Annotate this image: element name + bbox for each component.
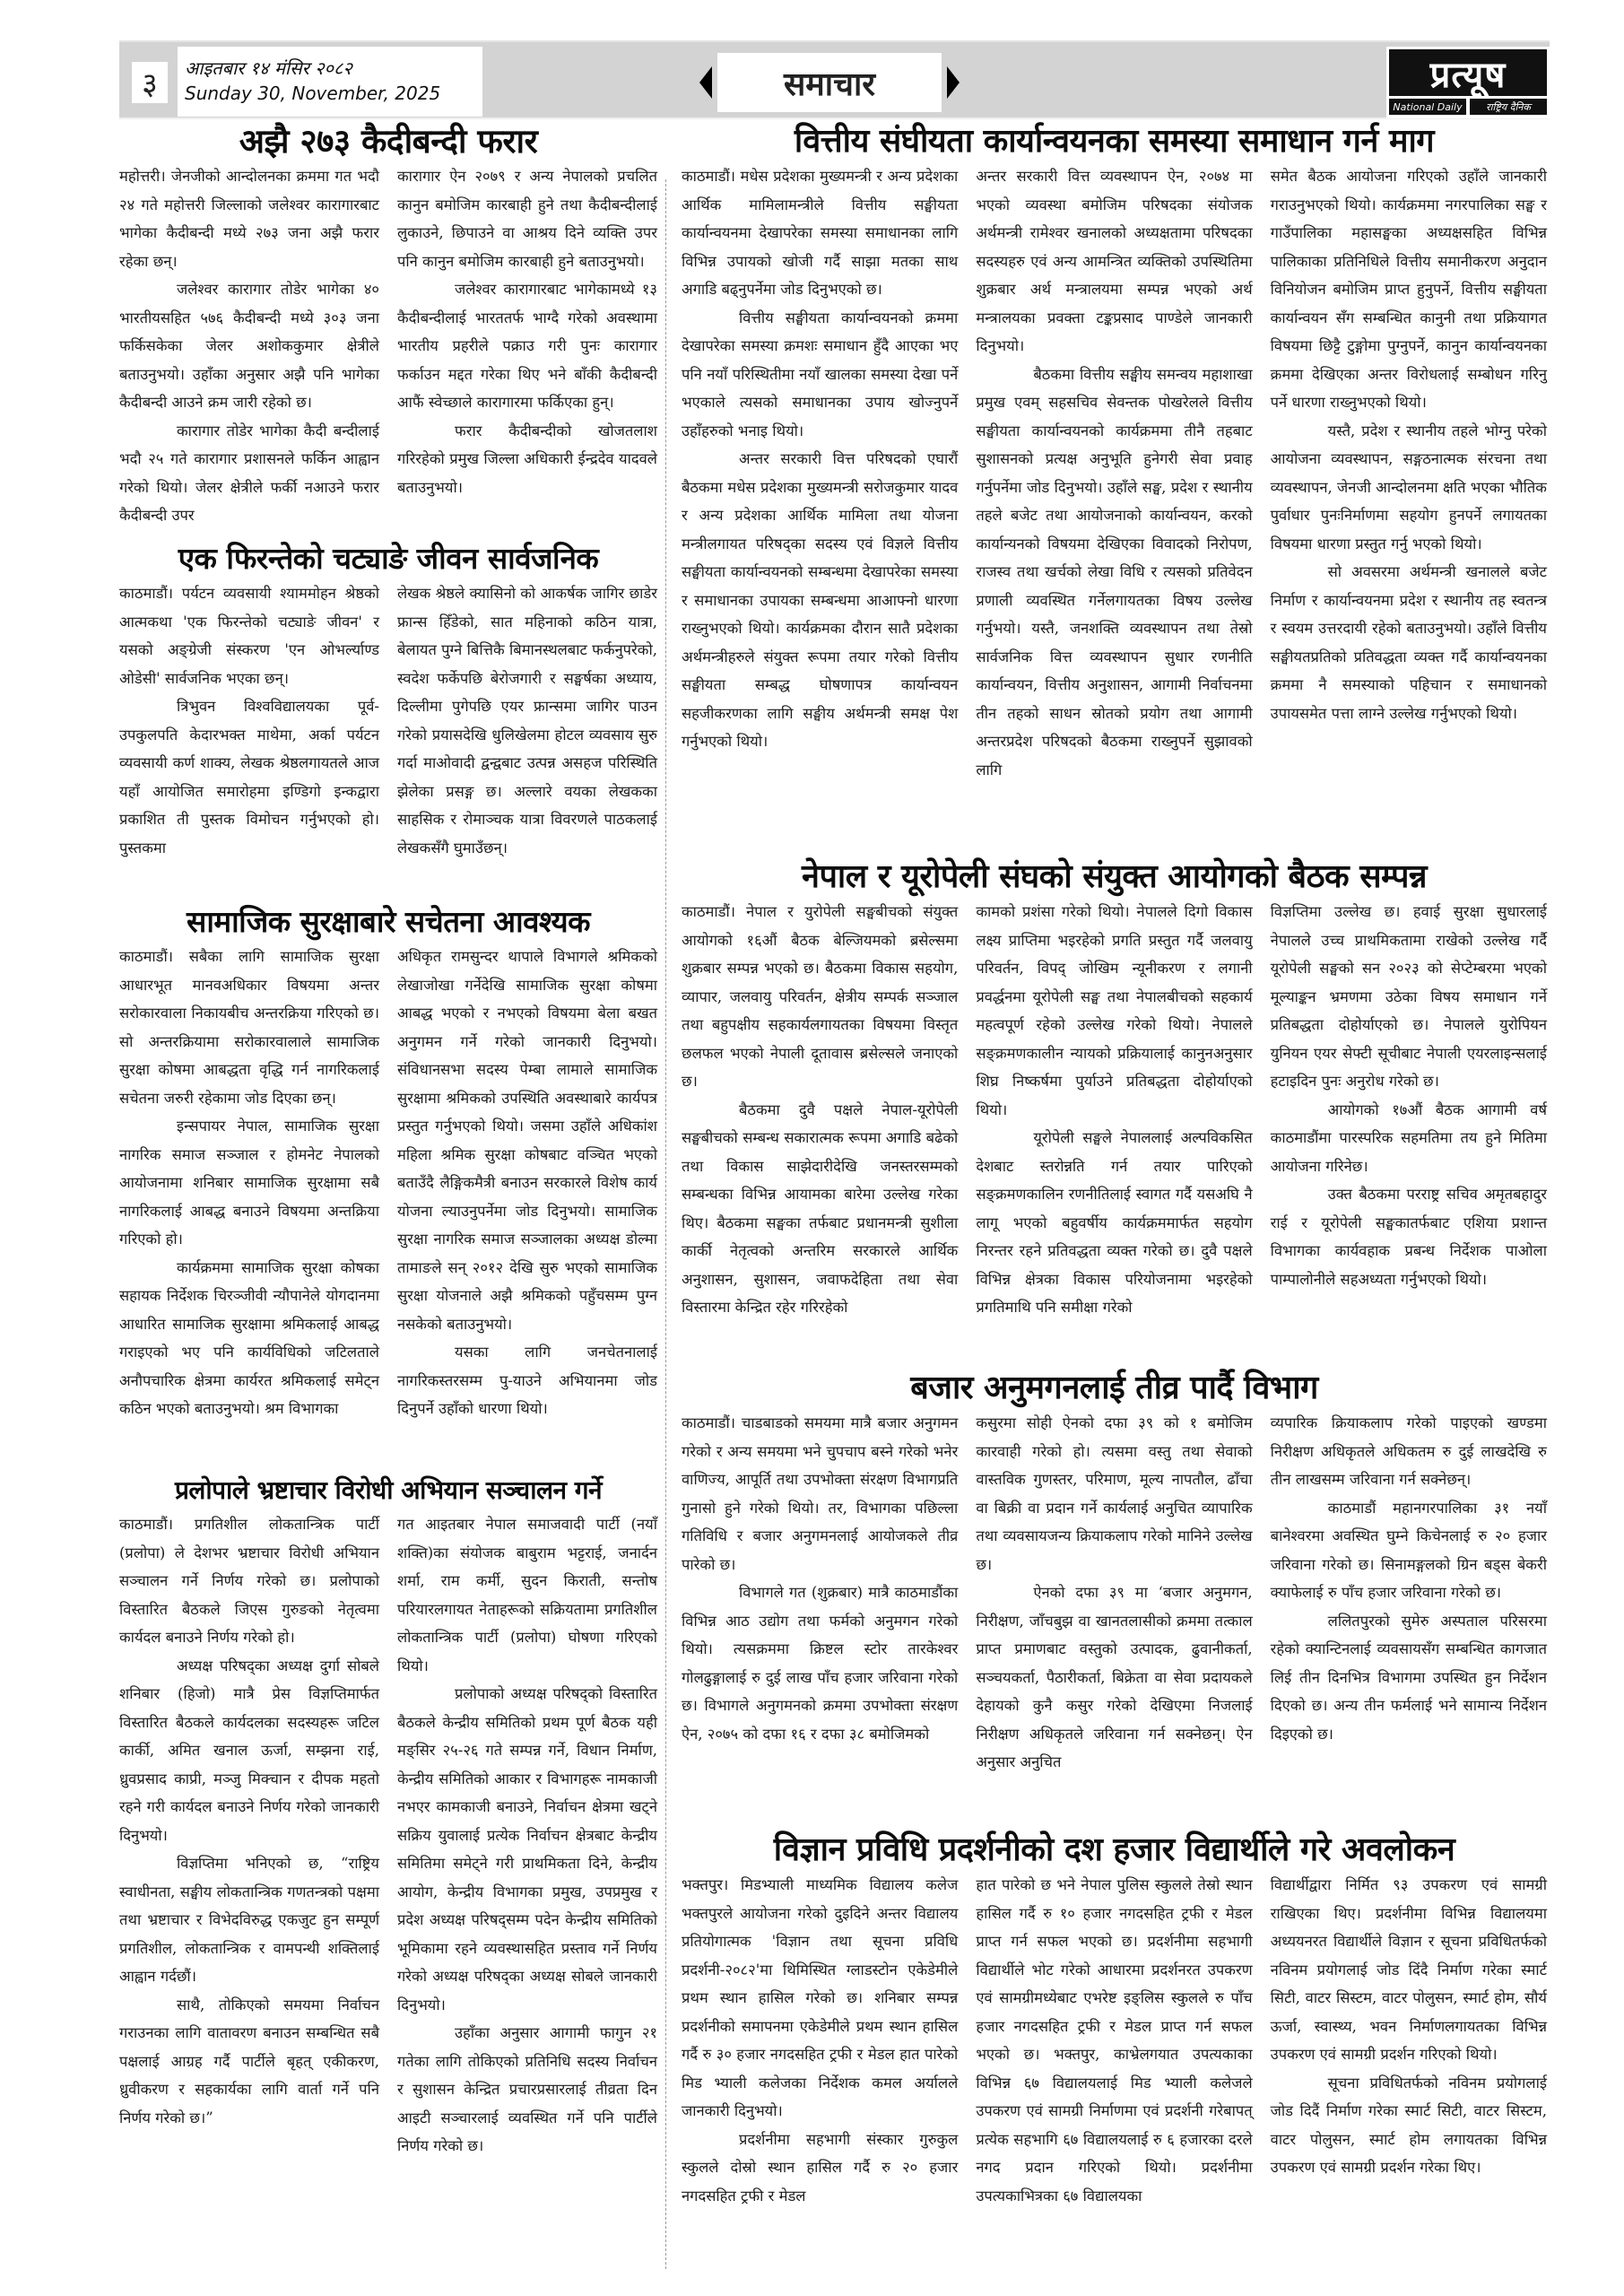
article-fiscal-federalism (682, 121, 1547, 784)
paragraph: काठमाडौं। पर्यटन व्यवसायी श्याममोहन श्रेष्ठको आत्मकथा 'एक फिरन्तेको चट्याङे जीवन' र यसको अङ्ग्रेजी संस्करण 'एन ओभर्ल्याण्ड ओडेसी' सार्वजनिक भएका छन्। (119, 585, 379, 687)
paragraph: जलेश्वर कारागारबाट भागेकामध्ये १३ कैदीबन्दीलाई भारततर्फ भाग्दै गरेको अवस्थामा भारतीय प्रहरीले पक्राउ गरी पुनः कारागार फर्काउन मद्दत गरेका थिए भने बाँकी कैदीबन्दी आफैं स्वेच्छाले कारागारमा फर्किएका हुन्। (397, 281, 657, 411)
paragraph: साथै, तोकिएको समयमा निर्वाचन गराउनका लागि वातावरण बनाउन सम्बन्धित सबै पक्षलाई आग्रह गर्दै पार्टीले बृहत् एकीकरण, ध्रुवीकरण र सहकार्यका लागि वार्ता गर्ने पनि निर्णय गरेको छ।” (119, 1996, 379, 2126)
article-column (119, 943, 379, 1423)
article-column (397, 579, 657, 862)
article-body (119, 1510, 657, 2161)
paragraph: व्यपारिक क्रियाकलाप गरेको पाइएको खण्डमा निरीक्षण अधिकृतले अधिकतम रु दुई लाखदेखि रु तीन लाखसम्म जरिवाना गर्न सक्नेछन्। (1270, 1414, 1547, 1488)
logo-wordmark: प्रत्यूष (1389, 49, 1547, 96)
article-column (119, 162, 379, 530)
article-column (397, 162, 657, 530)
paragraph: अधिकृत रामसुन्दर थापाले विभागले श्रमिकको लेखाजोखा गर्नेदेखि सामाजिक सुरक्षा कोषमा आबद्ध भएको र नभएको विषयमा बेला बखत अनुगमन गर्ने गरेको जानकारी दिनुभयो। संविधानसभा सदस्य पेम्बा लामाले सामाजिक सुरक्षामा श्रमिकको उपस्थिति अवस्थाबारे कार्यपत्र प्रस्तुत गर्नुभएको थियो। जसमा उहाँले अधिकांश महिला श्रमिक सुरक्षा कोषबाट वञ्चित भएको बताउँदै लैङ्गिकमैत्री बनाउन सरकारले विशेष कार्य योजना ल्याउनुपर्नेमा जोड दिनुभयो। सामाजिक सुरक्षा नागरिक समाज सञ्जालका अध्यक्ष डोल्मा तामाङले सन् २०१२ देखि सुरु भएको सामाजिक सुरक्षा योजनाले अझै श्रमिकको पहुँचसम्म पुग्न नसकेको बताउनुभयो। (397, 948, 657, 1333)
article-body (119, 943, 657, 1423)
logo-tag-english: National Daily (1389, 99, 1466, 115)
paragraph: बैठकमा दुवै पक्षले नेपाल-यूरोपेली सङ्घबीचको सम्बन्ध सकारात्मक रूपमा अगाडि बढेको तथा विकास साझेदारीदेखि जनस्तरसम्मको सम्बन्धका विभिन्न आयामका बारेमा उल्लेख गरेका थिए। बैठकमा सङ्घका तर्फबाट प्रधानमन्त्री सुशीला कार्की नेतृत्वको अन्तरिम सरकारले आर्थिक अनुशासन, सुशासन, जवाफदेहिता तथा सेवा विस्तारमा केन्द्रित रहेर गरिरहेको (682, 1100, 959, 1316)
headline: अझै २७३ कैदीबन्दी फरार (239, 122, 538, 161)
paragraph: प्रलोपाको अध्यक्ष परिषद्को विस्तारित बैठकले केन्द्रीय समितिको प्रथम पूर्ण बैठक यही मङ्सिर २५-२६ गते सम्पन्न गर्ने, विधान निर्माण, केन्द्रीय समितिको आकार र विभागहरू नामकाजी नभएर कामकाजी बनाउने, निर्वाचन क्षेत्रमा खट्ने सक्रिय युवालाई प्रत्येक निर्वाचन क्षेत्रबाट केन्द्रीय समितिमा समेट्ने गरी प्राथमिकता दिने, केन्द्रीय आयोग, केन्द्रीय विभागका प्रमुख, उपप्रमुख र प्रदेश अध्यक्ष परिषद्सम्म पदेन केन्द्रीय समितिको भूमिकामा रहने व्यवस्थासहित प्रस्ताव गर्ने निर्णय गरेको अध्यक्ष परिषद्का अध्यक्ष सोबले जानकारी दिनुभयो। (397, 1685, 657, 2013)
article-column (682, 898, 958, 1322)
article-body (682, 162, 1547, 784)
page-number: ३ (132, 62, 168, 103)
article-column (1271, 898, 1547, 1322)
triangle-left-icon (699, 66, 712, 99)
paragraph: ललितपुरको सुमेरु अस्पताल परिसरमा रहेको क्यान्टिनलाई व्यवसायसँग सम्बन्धित कागजात लिई तीन दिनभित्र विभागमा उपस्थित हुन निर्देशन दिएको छ। अन्य तीन फर्मलाई भने सामान्य निर्देशन दिइएको छ। (1270, 1612, 1547, 1743)
paragraph: विज्ञप्तिमा उल्लेख छ। हवाई सुरक्षा सुधारलाई नेपालले उच्च प्राथमिकतामा राखेको उल्लेख गर्दै यूरोपेली सङ्घको सन २०२३ को सेप्टेम्बरमा भएको मूल्याङ्कन भ्रमणमा उठेका विषय समाधान गर्ने प्रतिबद्धता दोहोर्याएको छ। नेपालले युरोपियन युनियन एयर सेफ्टी सूचीबाट नेपाली एयरलाइन्सलाई हटाइदिन पुनः अनुरोध गरेको छ। (1270, 903, 1547, 1090)
headline: प्रलोपाले भ्रष्टाचार विरोधी अभियान सञ्चालन गर्ने (174, 1475, 603, 1505)
paragraph: बैठकमा वित्तीय सङ्घीय समन्वय महाशाखा प्रमुख एवम् सहसचिव सेवन्तक पोखरेलले वित्तीय सङ्घीयता कार्यान्वयनको कार्यक्रममा तीनै तहबाट सुशासनको प्रत्यक्ष अनुभूति हुनेगरी सेवा प्रवाह गर्नुपर्नेमा जोड दिनुभयो। उहाँले सङ्घ, प्रदेश र स्थानीय तहले बजेट तथा आयोजनाको कार्यान्वयन, करको कार्यान्यनको विषयमा देखिएका विवादको निरोपण, राजस्व तथा खर्चको लेखा विधि र त्यसको प्रतिवेदन प्रणाली व्यवस्थित गर्नेलगायतका विषय उल्लेख गर्नुभयो। यस्तै, जनशक्ति व्यवस्थापन तथा तेस्रो सार्वजनिक वित्त व्यवस्थापन सुधार रणनीति कार्यान्वयन, वित्तीय अनुशासन, आगामी निर्वाचनमा तीन तहको साधन स्रोतको प्रयोग तथा आगामी अन्तरप्रदेश परिषदको बैठकमा राख्नुपर्ने सुझावको लागि (976, 365, 1253, 778)
paragraph: इन्सपायर नेपाल, सामाजिक सुरक्षा नागरिक समाज सञ्जाल र होमनेट नेपालको आयोजनामा शनिबार सामाजिक सुरक्षामा सबै नागरिकलाई आबद्ध बनाउने विषयमा अन्तक्रिया गरिएको हो। (119, 1118, 379, 1248)
headline: एक फिरन्तेको चट्याङे जीवन सार्वजनिक (178, 541, 599, 576)
article-column (682, 1409, 958, 1777)
article-body (119, 162, 657, 530)
paragraph: कारागार तोडेर भागेका कैदी बन्दीलाई भदौ २५ गते कारागार प्रशासनले फर्किन आह्वान गरेको थियो। जेलर क्षेत्रीले फर्की नआउने फरार कैदीबन्दी उपर (119, 422, 379, 524)
paragraph: सूचना प्रविधितर्फको नविनम प्रयोगलाई जोड दिदैं निर्माण गरेका स्मार्ट सिटी, वाटर सिस्टम, वाटर पोलुसन, स्मार्ट होम लगायतका विभिन्न उपकरण एवं सामग्री प्रदर्शन गरेका थिए। (1270, 2074, 1547, 2176)
paragraph: ऐनको दफा ३९ मा ‘बजार अनुमगन, निरीक्षण, जाँचबुझ वा खानतलासीको क्रममा तत्काल प्राप्त प्रमाणबाट वस्तुको उत्पादक, ढुवानीकर्ता, सञ्चयकर्ता, पैठारीकर्ता, बिक्रेता वा सेवा प्रदायकले देहायको कुनै कसुर गरेको देखिएमा निजलाई निरीक्षण अधिकृतले जरिवाना गर्न सक्नेछन्। ऐन अनुसार अनुचित (976, 1584, 1253, 1770)
headline: सामाजिक सुरक्षाबारे सचेतना आवश्यक (187, 904, 590, 939)
paragraph: यस्तै, प्रदेश र स्थानीय तहले भोग्नु परेको आयोजना व्यवस्थापन, सङ्गठनात्मक संरचना तथा व्यवस्थापन, जेनजी आन्दोलनमा क्षति भएका भौतिक पुर्वाधार पुनःनिर्माणमा सहयोग हुनपर्ने लगायतका विषयमा धारणा प्रस्तुत गर्नु भएको थियो। (1270, 422, 1547, 552)
article-column (976, 162, 1252, 784)
paragraph: विद्यार्थीद्वारा निर्मित ९३ उपकरण एवं सामग्री राखिएका थिए। प्रदर्शनीमा विभिन्न विद्यालयमा अध्ययनरत विद्यार्थीले विज्ञान र सूचना प्रविधितर्फको नविनम प्रयोगलाई जोड दिंदै निर्माण गरेका स्मार्ट सिटी, वाटर सिस्टम, वाटर पोलुसन, स्मार्ट होम, सौर्य ऊर्जा, स्वास्थ्य, भवन निर्माणलगायतका विभिन्न उपकरण एवं सामग्री प्रदर्शन गरिएको थियो। (1270, 1876, 1547, 2063)
triangle-right-icon (947, 66, 960, 99)
headline: नेपाल र यूरोपेली संघको संयुक्त आयोगको बैठक सम्पन्न (802, 858, 1427, 895)
paragraph: जलेश्वर कारागार तोडेर भागेका ४० भारतीयसहित ५७६ कैदीबन्दी मध्ये ३०३ जना फर्किसकेका जेलर अशोककुमार क्षेत्रीले बताउनुभयो। उहाँका अनुसार अझै पनि भागेका कैदीबन्दी आउने क्रम जारी रहेको छ। (119, 281, 379, 411)
article-column (119, 579, 379, 862)
paragraph: उक्त बैठकमा परराष्ट्र सचिव अमृतबहादुर राई र यूरोपेली सङ्घकातर्फबाट एशिया प्रशान्त विभागका कार्यवहाक प्रबन्ध निर्देशक पाओला पाम्पालोनीले सहअध्यता गर्नुभएको थियो। (1270, 1186, 1547, 1288)
headline: वित्तीय संघीयता कार्यान्वयनका समस्या समाधान गर्न माग (794, 123, 1435, 160)
paragraph: कारागार ऐन २०७९ र अन्य नेपालको प्रचलित कानुन बमोजिम कारबाही हुने तथा कैदीबन्दीलाई लुकाउने, छिपाउने वा आश्रय दिने व्यक्ति उपर पनि कानुन बमोजिम कारबाही हुने बताउनुभयो। (397, 168, 657, 270)
article-social-security (119, 901, 657, 1423)
headline: बजार अनुमगनलाई तीव्र पार्दै विभाग (910, 1370, 1318, 1406)
paragraph: अन्तर सरकारी वित्त परिषदको एघारौं बैठकमा मधेस प्रदेशका मुख्यमन्त्री सरोजकुमार यादव र अन्य प्रदेशका आर्थिक मामिला तथा योजना मन्त्रीलगायत परिषद्का सदस्य एवं विज्ञले वित्तीय सङ्घीयता कार्यान्वयनको सम्बन्धमा देखापरेका समस्या र समाधानका उपायका सम्बन्धमा आआफ्नो धारणा राख्नुभएको थियो। कार्यक्रमका दौरान सातै प्रदेशका अर्थमन्त्रीहरुले संयुक्त रूपमा तयार गरेको वित्तीय सङ्घीयता सम्बद्ध घोषणापत्र कार्यान्वयन सहजीकरणका लागि सङ्घीय अर्थमन्त्री समक्ष पेश गर्नुभएको थियो। (682, 450, 959, 750)
date-box (178, 47, 482, 117)
paragraph: त्रिभुवन विश्वविद्यालयका पूर्व-उपकुलपति केदारभक्त माथेमा, अर्का पर्यटन व्यवसायी कर्ण शाक्य, लेखक श्रेष्ठलगायतले आज यहाँ आयोजित समारोहमा इण्डिगो इन्कद्वारा प्रकाशित ती पुस्तक विमोचन गर्नुभएको हो। पुस्तकमा (119, 698, 379, 857)
paragraph: हात पारेको छ भने नेपाल पुलिस स्कुलले तेस्रो स्थान हासिल गर्दै रु १० हजार नगदसहित ट्रफी र मेडल प्राप्त गर्न सफल भएको छ। प्रदर्शनीमा सहभागी विद्यार्थीले भोट गरेको आधारमा प्रदर्शनरत उपकरण एवं सामग्रीमध्येबाट एभरेष्ट इङ्लिस स्कुलले रु पाँच हजार नगदसहित ट्रफी र मेडल प्राप्त गर्न सफल भएको छ। भक्तपुर, काभ्रेलगयात उपत्यकाका विभिन्न ६७ विद्यालयलाई मिड भ्याली कलेजले उपकरण एवं सामग्री निर्माणमा एवं प्रदर्शनी गरेबापत् प्रत्येक सहभागि ६७ विद्यालयलाई रु ६ हजारका दरले नगद प्रदान गरिएको थियो। प्रदर्शनीमा उपत्यकाभित्रका ६७ विद्यालयका (976, 1876, 1253, 2205)
paragraph: भक्तपुर। मिडभ्याली माध्यमिक विद्यालय कलेज भक्तपुरले आयोजना गरेको दुइदिने अन्तर विद्यालय प्रतियोगात्मक 'विज्ञान तथा सूचना प्रविधि प्रदर्शनी-२०८२'मा थिमिस्थित ग्लाडस्टोन एकेडेमीले प्रथम स्थान हासिल गरेको छ। शनिबार सम्पन्न प्रदर्शनीको समापनमा एकेडेमीले प्रथम स्थान हासिल गर्दै रु ३० हजार नगदसहित ट्रफी र मेडल हात पारेको मिड भ्याली कलेजका निर्देशक कमल अर्यालले जानकारी दिनुभयो। (682, 1876, 959, 2119)
headline: विज्ञान प्रविधि प्रदर्शनीको दश हजार विद्यार्थीले गरे अवलोकन (773, 1831, 1455, 1868)
article-column (397, 1510, 657, 2161)
logo-tag-nepali: राष्ट्रिय दैनिक (1470, 99, 1547, 115)
paragraph: विज्ञप्तिमा भनिएको छ, “राष्ट्रिय स्वाधीनता, सङ्घीय लोकतान्त्रिक गणतन्त्रको पक्षमा तथा भ्रष्टाचार र विभेदविरुद्ध एकजुट हुन सम्पूर्ण प्रगतिशील, लोकतान्त्रिक र वामपन्थी शक्तिलाई आह्वान गर्दछौं। (119, 1855, 379, 1985)
article-column (119, 1510, 379, 2161)
article-body (682, 898, 1547, 1322)
paragraph: महोत्तरी। जेनजीको आन्दोलनका क्रममा गत भदौ २४ गते महोत्तरी जिल्लाको जलेश्वर कारागारबाट भागेका कैदीबन्दी मध्ये २७३ जना अझै फरार रहेका छन्। (119, 168, 379, 270)
paragraph: कार्यक्रममा सामाजिक सुरक्षा कोषका सहायक निर्देशक चिरञ्जीवी न्यौपानेले योगदानमा आधारित सामाजिक सुरक्षामा श्रमिकलाई आबद्ध गराइएको भए पनि कार्यविधिको जटिलताले अनौपचारिक क्षेत्रमा कार्यरत श्रमिकलाई समेट्न कठिन भएको बताउनुभयो। श्रम विभागका (119, 1258, 379, 1417)
paragraph: कसुरमा सोही ऐनको दफा ३९ को १ बमोजिम कारवाही गरेको हो। त्यसमा वस्तु तथा सेवाको वास्तविक गुणस्तर, परिमाण, मूल्य नापतौल, ढाँचा वा बिक्री वा प्रदान गर्ने कार्यलाई अनुचित व्यापारिक तथा व्यवसायजन्य क्रियाकलाप गरेको मानिने उल्लेख छ। (976, 1414, 1253, 1573)
masthead (119, 40, 1550, 119)
paragraph: विभागले गत (शुक्रबार) मात्रै काठमाडौंका विभिन्न आठ उद्योग तथा फर्मको अनुमगन गरेको थियो। त्यसक्रममा क्रिष्टल स्टोर तारकेश्वर गोलढुङ्गालाई रु दुई लाख पाँच हजार जरिवाना गरेको छ। विभागले अनुगमनको क्रममा उपभोक्ता संरक्षण ऐन, २०७५ को दफा १६ र दफा ३८ बमोजिमको (682, 1584, 959, 1743)
article-column (682, 162, 958, 784)
article-science-expo (682, 1830, 1547, 2210)
section-label-wrap (699, 53, 960, 112)
paragraph: समेत बैठक आयोजना गरिएको उहाँले जानकारी गराउनुभएको थियो। कार्यक्रममा नगरपालिका सङ्घ र गाउँपालिका महासङ्घका अध्यक्षसहित विभिन्न पालिकाका प्रतिनिधिले वित्तीय समानीकरण अनुदान विनियोजन बमोजिम प्राप्त हुनुपर्ने, वित्तीय सङ्घीयता कार्यान्वयन सँग सम्बन्धित कानुनी तथा प्रक्रियागत विषयमा छिट्टै टुङ्गोमा पुग्नुपर्ने, कानुन कार्यान्वयनका क्रममा देखिएका अन्तर विरोधलाई सम्बोधन गरिनु पर्ने धारणा राख्नुभएको थियो। (1270, 168, 1547, 411)
date-nepali: आइतबार १४ मंसिर २०८२ (185, 57, 352, 79)
paragraph: फरार कैदीबन्दीको खोजतलाश गरिरहेको प्रमुख जिल्ला अधिकारी ईन्द्रदेव यादवले बताउनुभयो। (397, 422, 657, 496)
paragraph: अध्यक्ष परिषद्का अध्यक्ष दुर्गा सोबले शनिबार (हिजो) मात्रै प्रेस विज्ञप्तिमार्फत विस्तारित बैठकले कार्यदलका सदस्यहरू जटिल कार्की, अमित खनाल ऊर्जा, सम्झना राई, ध्रुवप्रसाद काप्री, मञ्जु मिक्चान र दीपक महतो रहने गरी कार्यदल बनाउने निर्णय गरेको जानकारी दिनुभयो। (119, 1657, 379, 1844)
article-market-monitoring (682, 1368, 1547, 1777)
article-body (682, 1409, 1547, 1777)
paragraph: काठमाडौं। नेपाल र युरोपेली सङ्घबीचको संयुक्त आयोगको १६औं बैठक बेल्जियमको ब्रसेल्समा शुक्रबार सम्पन्न भएको छ। बैठकमा विकास सहयोग, व्यापार, जलवायु परिवर्तन, क्षेत्रीय सम्पर्क सञ्जाल तथा बहुपक्षीय सहकार्यलगायतका विषयमा विस्तृत छलफल भएको नेपाली दूतावास ब्रसेल्सले जनाएको छ। (682, 903, 959, 1090)
article-column (1271, 1871, 1547, 2210)
article-column (976, 1871, 1252, 2210)
article-anti-corruption (119, 1471, 657, 2161)
paragraph: आयोगको १७औं बैठक आगामी वर्ष काठमाडौंमा पारस्परिक सहमतिमा तय हुने मितिमा आयोजना गरिनेछ। (1270, 1100, 1547, 1175)
section-title: समाचार (717, 53, 942, 112)
paragraph: काठमाडौं। मधेस प्रदेशका मुख्यमन्त्री र अन्य प्रदेशका आर्थिक मामिलामन्त्रीले वित्तीय सङ्घीयता कार्यान्वयनमा देखापरेका समस्या समाधानका लागि विभिन्न उपायको खोजी गर्दै साझा मतका साथ अगाडि बढ्नुपर्नेमा जोड दिनुभएको छ। (682, 168, 959, 298)
paragraph: उहाँका अनुसार आगामी फागुन २१ गतेका लागि तोकिएको प्रतिनिधि सदस्य निर्वाचन र सुशासन केन्द्रित प्रचारप्रसारलाई तीव्रता दिन आइटी सञ्चारलाई व्यवस्थित गर्ने पनि पार्टीले निर्णय गरेको छ। (397, 2024, 657, 2154)
paragraph: काठमाडौं महानगरपालिका ३१ नयाँ बानेश्वरमा अवस्थित घुम्ने किचेनलाई रु २० हजार जरिवाना गरेको छ। सिनामङ्गलको ग्रिन बड्स बेकरी क्याफेलाई रु पाँच हजार जरिवाना गरेको छ। (1270, 1499, 1547, 1601)
paragraph: सो अवसरमा अर्थमन्त्री खनालले बजेट निर्माण र कार्यान्वयनमा प्रदेश र स्थानीय तह स्वतन्त्र र स्वयम उत्तरदायी रहेको बताउनुभयो। उहाँले वित्तीय सङ्घीयतप्रतिको प्रतिवद्धता व्यक्त गर्दै कार्यान्वयनका क्रममा नै समस्याको पहिचान र समाधानको उपायसमेत पत्ता लाग्ने उल्लेख गर्नुभएको थियो। (1270, 563, 1547, 722)
paragraph: काठमाडौं। सबैका लागि सामाजिक सुरक्षा आधारभूत मानवअधिकार विषयमा अन्तर सरोकारवाला निकायबीच अन्तरक्रिया गरिएको छ। सो अन्तरक्रियामा सरोकारवालाले सामाजिक सुरक्षा कोषमा आबद्धता वृद्धि गर्न नागरिकलाई सचेतना जरुरी रहेकामा जोड दिएका छन्। (119, 948, 379, 1107)
article-memoir (119, 538, 657, 862)
column-divider (665, 179, 666, 2269)
article-body (682, 1871, 1547, 2210)
paragraph: गत आइतबार नेपाल समाजवादी पार्टी (नयाँ शक्ति)का संयोजक बाबुराम भट्टराई, जनार्दन शर्मा, राम कर्मी, सुदन किराती, सन्तोष परियारलगायत नेताहरूको सक्रियतामा प्रगतिशील लोकतान्त्रिक पार्टी (प्रलोपा) घोषणा गरिएको थियो। (397, 1516, 657, 1674)
date-english: Sunday 30, November, 2025 (185, 83, 441, 104)
article-column (1271, 162, 1547, 784)
paragraph: यूरोपेली सङ्घले नेपाललाई अल्पविकसित देशबाट स्तरोन्नति गर्न तयार पारिएको सङ्क्रमणकालिन रणनीतिलाई स्वागत गर्दै यसअघि नै लागू भएको बहुवर्षीय कार्यक्रममार्फत सहयोग निरन्तर रहने प्रतिवद्धता व्यक्त गरेको छ। दुवै पक्षले विभिन्न क्षेत्रका विकास परियोजनामा भइरहेको प्रगतिमाथि पनि समीक्षा गरेको (976, 1129, 1253, 1316)
article-column (397, 943, 657, 1423)
article-column (1271, 1409, 1547, 1777)
paragraph: कामको प्रशंसा गरेको थियो। नेपालले दिगो विकास लक्ष्य प्राप्तिमा भइरहेको प्रगति प्रस्तुत गर्दै जलवायु परिवर्तन, विपद् जोखिम न्यूनीकरण र लगानी प्रवर्द्धनमा यूरोपेली सङ्घ तथा नेपालबीचको सहकार्य महत्वपूर्ण रहेको उल्लेख गरेको थियो। नेपालले सङ्क्रमणकालीन न्यायको प्रक्रियालाई कानुनअनुसार शिघ्र निष्कर्षमा पुर्याउने प्रतिबद्धता दोहोर्याएको थियो। (976, 903, 1253, 1118)
paragraph: यसका लागि जनचेतनालाई नागरिकस्तरसम्म पु-याउने अभियानमा जोड दिनुपर्ने उहाँको धारणा थियो। (397, 1344, 657, 1417)
article-column (976, 1409, 1252, 1777)
paragraph: लेखक श्रेष्ठले क्यासिनो को आकर्षक जागिर छाडेर फ्रान्स हिँडेको, सात महिनाको कठिन यात्रा, बेलायत पुग्ने बित्तिकै बिमानस्थलबाट फर्कनुपरेको, स्वदेश फर्केपछि बेरोजगारी र सङ्घर्षका अध्याय, दिल्लीमा पुगेपछि एयर फ्रान्समा जागिर पाउन गरेको प्रयासदेखि धुलिखेलमा होटल व्यवसाय सुरु गर्दा माओवादी द्वन्द्वबाट उत्पन्न असहज परिस्थिति झेलेका प्रसङ्ग छ। अल्लारे वयका लेखकका साहसिक र रोमाञ्चक यात्रा विवरणले पाठकलाई लेखकसँगै घुमाउँछन्। (397, 585, 657, 857)
article-column (682, 1871, 958, 2210)
newspaper-logo (1386, 47, 1550, 118)
paragraph: काठमाडौं। प्रगतिशील लोकतान्त्रिक पार्टी (प्रलोपा) ले देशभर भ्रष्टाचार विरोधी अभियान सञ्चालन गर्ने निर्णय गरेको छ। प्रलोपाको विस्तारित बैठकले जिएस गुरुङको नेतृत्वमा कार्यदल बनाउने निर्णय गरेको हो। (119, 1516, 379, 1646)
article-column (976, 898, 1252, 1322)
paragraph: अन्तर सरकारी वित्त व्यवस्थापन ऐन, २०७४ मा भएको व्यवस्था बमोजिम परिषदका संयोजक अर्थमन्त्री रामेश्वर खनालको अध्यक्षतामा परिषदका सदस्यहरु एवं अन्य आमन्त्रित व्यक्तिको उपस्थितिमा शुक्रबार अर्थ मन्त्रालयमा सम्पन्न भएको अर्थ मन्त्रालयका प्रवक्ता टङ्कप्रसाद पाण्डेले जानकारी दिनुभयो। (976, 168, 1253, 354)
article-body (119, 579, 657, 862)
paragraph: काठमाडौं। चाडबाडको समयमा मात्रै बजार अनुगमन गरेको र अन्य समयमा भने चुपचाप बस्ने गरेको भनेर वाणिज्य, आपूर्ति तथा उपभोक्ता संरक्षण विभागप्रति गुनासो हुने गरेको थियो। तर, विभागका पछिल्ला गतिविधि र बजार अनुगमनलाई आयोजकले तीव्र पारेको छ। (682, 1414, 959, 1573)
paragraph: प्रदर्शनीमा सहभागी संस्कार गुरुकुल स्कुलले दोस्रो स्थान हासिल गर्दै रु २० हजार नगदसहित ट्रफी र मेडल (682, 2130, 959, 2205)
paragraph: वित्तीय सङ्घीयता कार्यान्वयनको क्रममा देखापरेका समस्या क्रमशः समाधान हुँदै आएका भए पनि नयाँ परिस्थितीमा नयाँ खालका समस्या देखा पर्ने भएकाले त्यसको समाधानका उपाय खोज्नुपर्ने उहाँहरुको भनाइ थियो। (682, 309, 959, 439)
article-prisoners (119, 121, 657, 530)
article-nepal-eu (682, 857, 1547, 1322)
